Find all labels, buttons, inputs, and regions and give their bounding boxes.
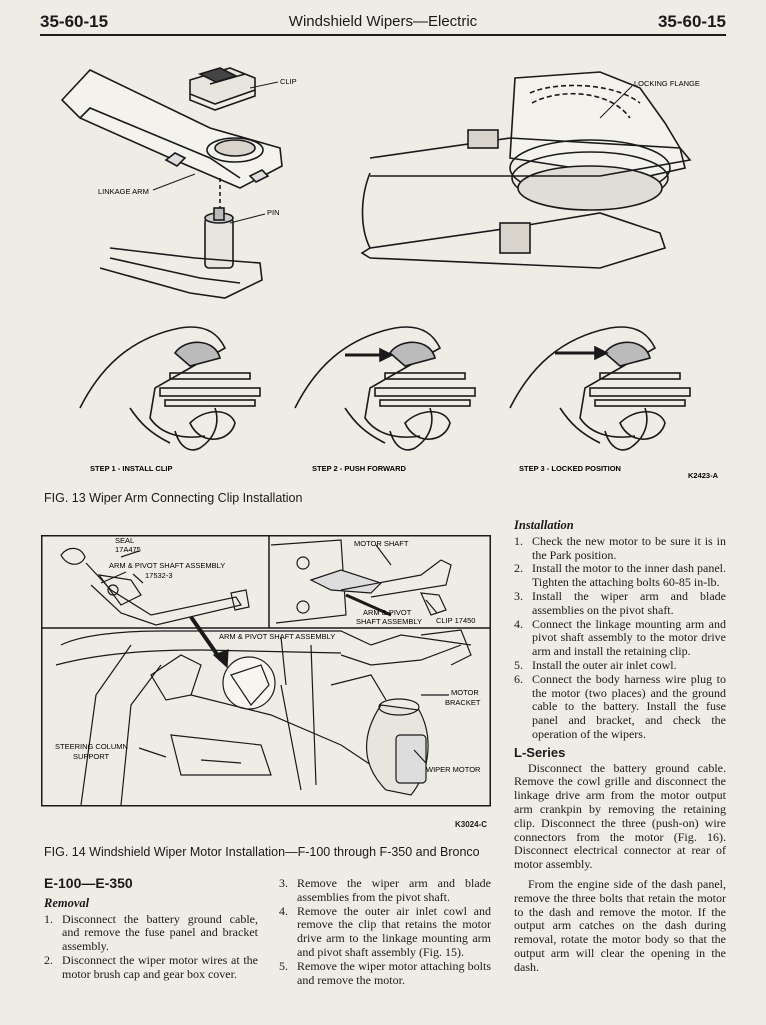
step-2-hand-drawing: [295, 327, 475, 450]
label-arm-pivot-number: 17532-3: [145, 571, 173, 580]
list-item: 3. Install the wiper arm and blade assemblies on the pivot shaft.: [514, 588, 726, 617]
label-arm-pivot-2a: ARM & PIVOT: [363, 608, 412, 617]
list-item: 4. Connect the linkage mounting arm and pivot shaft assembly to the motor drive arm and install the retaining clip.: [514, 616, 726, 659]
label-steering-column: STEERING COLUMN: [55, 742, 128, 751]
list-item: 4. Remove the outer air inlet cowl and remove the clip that retains the motor drive arm to the linkage mounting arm and pivot shaft assembly (Fig. 15).: [279, 903, 491, 959]
page-number-left: 35-60-15: [40, 12, 109, 31]
label-wiper-motor: WIPER MOTOR: [426, 765, 481, 774]
label-seal: SEAL: [115, 536, 135, 545]
list-item: 2. Disconnect the wiper motor wires at the motor brush cap and gear box cover.: [44, 952, 258, 981]
figure-13-caption: FIG. 13 Wiper Arm Connecting Clip Installation: [44, 491, 303, 505]
paragraph: From the engine side of the dash panel, remove the three bolts that retain the motor to the dash and remove the motor. If the output arm catches on the dash during removal, rotate the motor body so that the output arm will clear the opening in the dash.: [514, 876, 726, 974]
step-1-hand-drawing: [80, 327, 260, 450]
list-item: 1. Disconnect the battery ground cable, and remove the fuse panel and bracket assembly.: [44, 911, 258, 954]
inset-motor-shaft-drawing: [271, 540, 451, 623]
label-clip: CLIP: [280, 77, 297, 86]
figure-14-code: K3024-C: [455, 820, 488, 829]
column-right: [514, 519, 726, 975]
paragraph: Disconnect the battery ground cable. Remove the cowl grille and disconnect the linkage drive arm from the motor output arm crankpin by removing the retaining clip. Disconnect the three (push-on) wire connectors from the motor (Fig. 16). Disconnect electrical connector at rear of motor assembly.: [514, 760, 726, 872]
label-pin: PIN: [267, 208, 280, 217]
page-number-right: 35-60-15: [657, 12, 726, 31]
removal-steps-list-continued: [279, 877, 491, 987]
label-arm-pivot-2b: SHAFT ASSEMBLY: [356, 617, 422, 626]
label-arm-pivot-shaft-assembly: ARM & PIVOT SHAFT ASSEMBLY: [109, 561, 226, 570]
label-motor-bracket-b: BRACKET: [445, 698, 481, 707]
list-item: 5. Remove the wiper motor attaching bolts and remove the motor.: [279, 958, 491, 987]
figure-13-illustration: [40, 48, 730, 483]
section-heading-e100: E-100—E-350: [44, 875, 133, 891]
subheading-removal: Removal: [44, 895, 90, 910]
label-arm-pivot-shaft-assembly-3: ARM & PIVOT SHAFT ASSEMBLY: [219, 632, 336, 641]
page-title: Windshield Wipers—Electric: [288, 13, 478, 30]
label-motor-bracket-a: MOTOR: [451, 688, 479, 697]
installation-steps-list: [514, 535, 726, 742]
step-1-label: STEP 1 - INSTALL CLIP: [90, 464, 173, 473]
subheading-installation: Installation: [514, 518, 574, 532]
label-clip-17450: CLIP 17450: [436, 616, 476, 625]
label-locking-flange: LOCKING FLANGE: [634, 79, 700, 88]
step-2-label: STEP 2 - PUSH FORWARD: [312, 464, 406, 473]
page-header: [40, 10, 726, 36]
removal-steps-list: [44, 913, 258, 982]
figure-14-illustration: [41, 535, 491, 807]
list-item: 2. Install the motor to the inner dash panel. Tighten the attaching bolts 60-85 in-lb.: [514, 561, 726, 590]
label-steering-support: SUPPORT: [73, 752, 110, 761]
figure-13-code: K2423-A: [688, 471, 719, 480]
figure-14-caption: FIG. 14 Windshield Wiper Motor Installation—F-100 through F-350 and Bronco: [44, 845, 480, 859]
step-3-label: STEP 3 - LOCKED POSITION: [519, 464, 621, 473]
label-seal-number: 17A475: [115, 545, 141, 554]
section-heading-l-series: L-Series: [514, 744, 566, 760]
label-linkage-arm: LINKAGE ARM: [98, 187, 149, 196]
cab-interior-drawing: [56, 630, 471, 805]
step-3-hand-drawing: [510, 327, 690, 450]
list-item: 1. Check the new motor to be sure it is in the Park position.: [514, 533, 726, 562]
locking-flange-drawing: [362, 72, 690, 268]
list-item: 3. Remove the wiper arm and blade assemblies from the pivot shaft.: [279, 876, 491, 904]
column-left: [44, 877, 258, 982]
list-item: 5. Install the outer air inlet cowl.: [514, 657, 677, 672]
inset-seal-drawing: [61, 548, 249, 625]
label-motor-shaft: MOTOR SHAFT: [354, 539, 409, 548]
list-item: 6. Connect the body harness wire plug to the motor (two places) and the ground cable to the battery. Install the fuse panel and bracket, and check the operation of the wipers.: [514, 671, 726, 741]
column-middle: [279, 877, 491, 987]
